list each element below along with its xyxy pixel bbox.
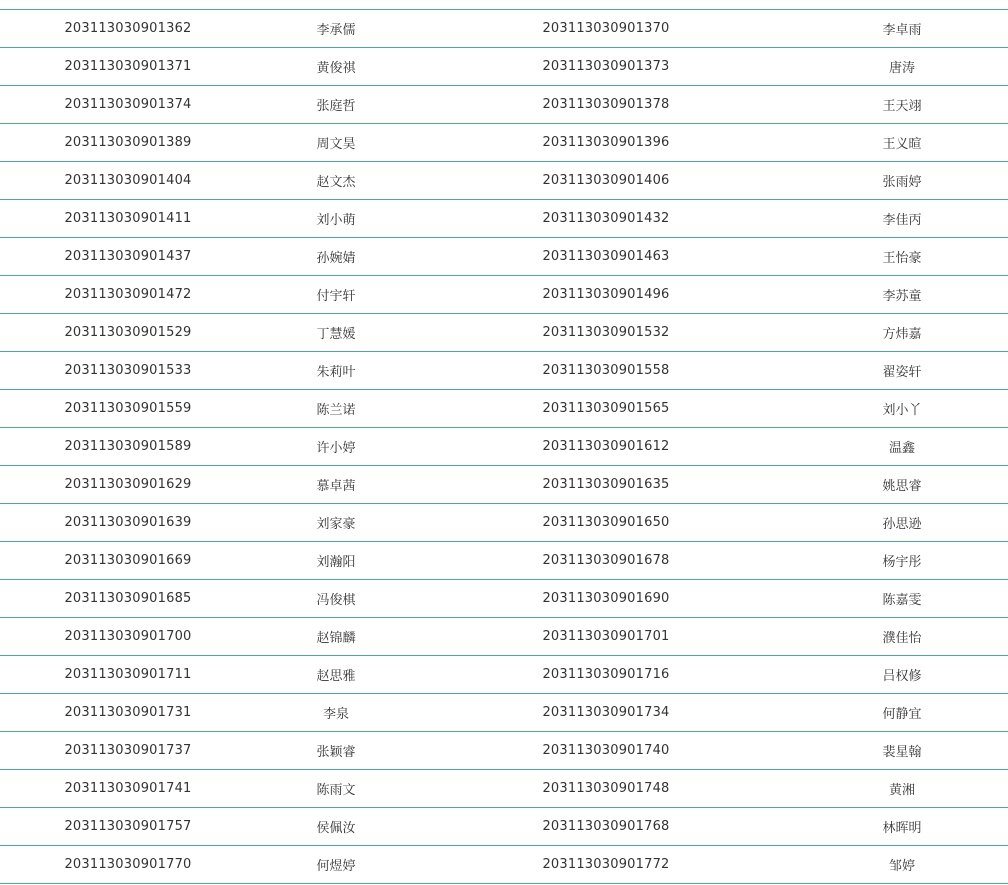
table-row [0,352,1008,390]
student-name-cell: 唐涛 [796,48,1008,86]
student-name-cell: 孙婉婧 [256,238,416,276]
student-id-cell: 203113030901741 [0,770,256,808]
student-id-cell: 203113030901404 [0,162,256,200]
student-id-cell: 203113030901669 [0,542,256,580]
student-id-cell: 203113030901757 [0,808,256,846]
student-id-cell: 203113030901740 [416,732,796,770]
student-id-cell: 203113030901748 [416,770,796,808]
student-name-cell: 何煜婷 [256,846,416,884]
table-row [0,48,1008,86]
student-id-cell: 203113030901731 [0,694,256,732]
student-id-cell: 203113030901639 [0,504,256,542]
student-name-cell: 杨宇彤 [796,542,1008,580]
table-row [0,656,1008,694]
student-name-cell: 吕权修 [796,656,1008,694]
table-row [0,618,1008,656]
student-id-cell: 203113030901559 [0,390,256,428]
student-id-cell: 203113030901411 [0,200,256,238]
student-name-cell: 李泉 [256,694,416,732]
student-id-cell: 203113030901463 [416,238,796,276]
student-name-cell: 付宇轩 [256,276,416,314]
student-name-cell: 刘小萌 [256,200,416,238]
student-id-cell: 203113030901529 [0,314,256,352]
student-name-cell: 方炜嘉 [796,314,1008,352]
student-name-cell: 陈嘉雯 [796,580,1008,618]
student-id-cell: 203113030901768 [416,808,796,846]
student-id-cell: 203113030901373 [416,48,796,86]
student-name-cell: 刘瀚阳 [256,542,416,580]
student-id-cell: 203113030901700 [0,618,256,656]
table-row [0,390,1008,428]
student-id-cell: 203113030901396 [416,124,796,162]
student-id-cell: 203113030901635 [416,466,796,504]
table-row [0,542,1008,580]
student-id-cell: 203113030901734 [416,694,796,732]
student-id-cell: 203113030901533 [0,352,256,390]
table-row [0,504,1008,542]
student-name-cell: 李苏童 [796,276,1008,314]
student-id-cell: 203113030901711 [0,656,256,694]
student-name-cell: 赵思雅 [256,656,416,694]
table-row [0,770,1008,808]
student-roster-table [0,9,1008,884]
student-name-cell: 张颖睿 [256,732,416,770]
student-id-cell: 203113030901685 [0,580,256,618]
student-id-cell: 203113030901650 [416,504,796,542]
student-name-cell: 陈雨文 [256,770,416,808]
student-name-cell: 翟姿轩 [796,352,1008,390]
table-row [0,428,1008,466]
student-name-cell: 孙思逊 [796,504,1008,542]
student-name-cell: 丁慧媛 [256,314,416,352]
student-id-cell: 203113030901389 [0,124,256,162]
student-name-cell: 赵文杰 [256,162,416,200]
student-name-cell: 张雨婷 [796,162,1008,200]
student-name-cell: 王义暄 [796,124,1008,162]
student-id-cell: 203113030901406 [416,162,796,200]
student-id-cell: 203113030901558 [416,352,796,390]
student-name-cell: 冯俊棋 [256,580,416,618]
student-name-cell: 王怡豪 [796,238,1008,276]
table-row [0,10,1008,48]
student-name-cell: 李卓雨 [796,10,1008,48]
student-name-cell: 慕卓茜 [256,466,416,504]
student-name-cell: 李承儒 [256,10,416,48]
table-row [0,162,1008,200]
student-name-cell: 何静宜 [796,694,1008,732]
roster-body [0,10,1008,884]
table-row [0,580,1008,618]
table-row [0,846,1008,884]
student-name-cell: 许小婷 [256,428,416,466]
student-id-cell: 203113030901678 [416,542,796,580]
table-row [0,124,1008,162]
student-name-cell: 朱莉叶 [256,352,416,390]
student-id-cell: 203113030901370 [416,10,796,48]
table-row [0,276,1008,314]
student-name-cell: 濮佳怡 [796,618,1008,656]
student-name-cell: 侯佩汝 [256,808,416,846]
student-name-cell: 王天翊 [796,86,1008,124]
student-id-cell: 203113030901472 [0,276,256,314]
student-id-cell: 203113030901437 [0,238,256,276]
student-id-cell: 203113030901612 [416,428,796,466]
student-name-cell: 周文昊 [256,124,416,162]
table-row [0,314,1008,352]
table-row [0,694,1008,732]
student-name-cell: 李佳丙 [796,200,1008,238]
student-id-cell: 203113030901629 [0,466,256,504]
student-id-cell: 203113030901362 [0,10,256,48]
student-id-cell: 203113030901716 [416,656,796,694]
student-id-cell: 203113030901770 [0,846,256,884]
table-row [0,238,1008,276]
table-row [0,466,1008,504]
student-id-cell: 203113030901565 [416,390,796,428]
student-id-cell: 203113030901532 [416,314,796,352]
student-id-cell: 203113030901737 [0,732,256,770]
student-id-cell: 203113030901496 [416,276,796,314]
student-name-cell: 刘小丫 [796,390,1008,428]
student-id-cell: 203113030901378 [416,86,796,124]
student-id-cell: 203113030901589 [0,428,256,466]
student-name-cell: 刘家豪 [256,504,416,542]
student-id-cell: 203113030901371 [0,48,256,86]
table-row [0,808,1008,846]
student-name-cell: 姚思睿 [796,466,1008,504]
student-name-cell: 陈兰诺 [256,390,416,428]
table-row [0,732,1008,770]
student-id-cell: 203113030901701 [416,618,796,656]
table-row [0,86,1008,124]
student-name-cell: 黄俊祺 [256,48,416,86]
student-name-cell: 赵锦麟 [256,618,416,656]
student-name-cell: 张庭哲 [256,86,416,124]
student-id-cell: 203113030901690 [416,580,796,618]
student-id-cell: 203113030901374 [0,86,256,124]
student-name-cell: 裴星翰 [796,732,1008,770]
student-name-cell: 邹婷 [796,846,1008,884]
student-id-cell: 203113030901772 [416,846,796,884]
table-row [0,200,1008,238]
student-name-cell: 黄湘 [796,770,1008,808]
student-id-cell: 203113030901432 [416,200,796,238]
student-name-cell: 温鑫 [796,428,1008,466]
student-name-cell: 林晖明 [796,808,1008,846]
